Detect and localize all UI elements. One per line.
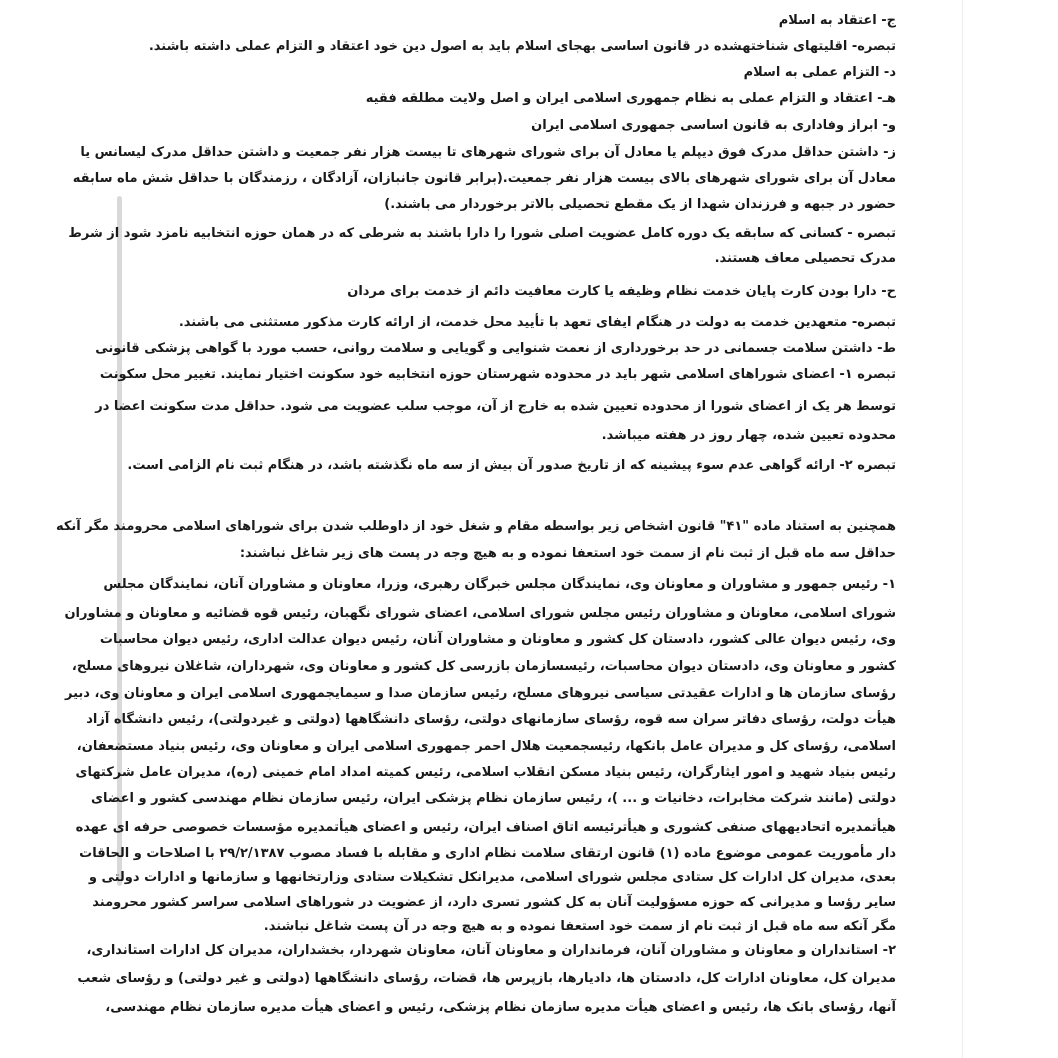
text-line: ط- داشتن سلامت جسمانی در حد برخورداری از نعمت شنوایی و گویایی و سلامت روانی، حسب مورد با گواهی پزشکی قانونی: [95, 341, 896, 356]
text-line: تبصره- متعهدین خدمت به دولت در هنگام ایفای تعهد با تأیید محل خدمت، از ارائه کارت مذکور مستثنی می باشند.: [178, 315, 896, 330]
text-line: دولتی (مانند شرکت مخابرات، دخانیات و ... )، رئیس سازمان نظام پزشکی ایران، رئیس سازمان نظام مهندسی کشور و اعضای: [91, 791, 896, 806]
text-line: تبصره - کسانی که سابقه یک دوره کامل عضویت اصلی شورا را دارا باشند به شرطی که در همان حوزه انتخابیه نامزد شود از شرط: [68, 226, 896, 241]
text-line: ح- دارا بودن کارت پایان خدمت نظام وظیفه یا کارت معافیت دائم از خدمت برای مردان: [347, 284, 896, 299]
text-line: ج- اعتقاد به اسلام: [778, 13, 896, 28]
text-line: سایر رؤسا و مدیرانی که حوزه مسؤولیت آنان به کل کشور تسری دارد، از عضویت در شوراهای اسلامی سراسر کشور محرومند: [92, 895, 896, 910]
text-line: تبصره ۱- اعضای شوراهای اسلامی شهر باید در محدوده شهرستان حوزه انتخابیه خود سکونت اختیار نمایند. تغییر محل سکونت: [99, 367, 896, 382]
text-line: شورای اسلامی، معاونان و مشاوران رئیس مجلس شورای اسلامی، اعضای شورای نگهبان، رئیس قوه قضائیه و معاونان و مشاوران: [64, 606, 896, 621]
text-line: همچنین به استناد ماده "۴۱" قانون اشخاص زیر بواسطه مقام و شغل خود از داوطلب شدن برای شوراهای اسلامی محرومند مگر آنکه: [55, 519, 896, 534]
text-line: ۱- رئیس جمهور و مشاوران و معاونان وی، نمایندگان مجلس خبرگان رهبری، وزرا، معاونان و مشاوران آنان، نمایندگان مجلس: [103, 577, 896, 592]
text-line: مدرک تحصیلی معاف هستند.: [714, 251, 896, 266]
text-line: تبصره ۲- ارائه گواهی عدم سوء پیشینه که از تاریخ صدور آن بیش از سه ماه نگذشته باشد، در هنگام ثبت نام الزامی است.: [127, 458, 896, 473]
text-line: مدیران کل، معاونان ادارات کل، دادستان ها، دادیارها، بازپرس ها، قضات، رؤسای دانشگاهها (دولتی و غیر دولتی) و رؤسای شعب: [77, 971, 896, 986]
text-line: وی، رئیس دیوان عالی کشور، دادستان کل کشور و معاونان و مشاوران آنان، رئیس دیوان عدالت اداری، رئیس دیوان محاسبات: [99, 632, 896, 647]
text-line: معادل آن برای شورای شهرهای بالای بیست هزار نفر جمعیت.(برابر قانون جانبازان، آزادگان ، رزمندگان با حداقل شش ماه سابقه: [72, 171, 896, 186]
text-line: هیأت دولت، رؤسای دفاتر سران سه قوه، رؤسای سازمانهای دولتی، رؤسای دانشگاهها (دولتی و غیردولتی)، رئیس دانشگاه آزاد: [86, 712, 896, 727]
text-line: ز- داشتن حداقل مدرک فوق دیپلم یا معادل آن برای شورای شهرهای تا بیست هزار نفر جمعیت و داشتن حداقل مدرک لیسانس یا: [80, 145, 896, 160]
text-line: مگر آنکه سه ماه قبل از ثبت نام از سمت خود استعفا نموده و به هیچ وجه در آن پست شاغل نباشند.: [263, 919, 896, 934]
text-line: آنها، رؤسای بانک ها، رئیس و اعضای هیأت مدیره سازمان نظام پزشکی، رئیس و اعضای هیأت مدیره سازمان نظام مهندسی،: [105, 1000, 896, 1015]
text-line: کشور و معاونان وی، دادستان دیوان محاسبات، رئیسسازمان بازرسی کل کشور و معاونان وی، شهرداران، شاغلان نیروهای مسلح،: [71, 659, 896, 674]
text-line: د- التزام عملی به اسلام: [743, 65, 896, 80]
text-line: و- ابراز وفاداری به قانون اساسی جمهوری اسلامی ایران: [531, 118, 896, 133]
text-line: حضور در جبهه و فرزندان شهدا از یک مقطع تحصیلی بالاتر برخوردار می باشند.): [384, 197, 896, 212]
text-line: رئیس بنیاد شهید و امور ایثارگران، رئیس بنیاد مسکن انقلاب اسلامی، رئیس کمیته امداد امام خمینی (ره)، مدیران عامل شرکتهای: [75, 765, 896, 780]
text-line: اسلامی، رؤسای کل و مدیران عامل بانکها، رئیسجمعیت هلال احمر جمهوری اسلامی ایران و معاونان وی، رئیس بنیاد مستضعفان،: [76, 739, 896, 754]
text-line: حداقل سه ماه قبل از ثبت نام از سمت خود استعفا نموده و به هیچ وجه در پست های زیر شاغل نباشند:: [239, 546, 896, 561]
text-line: رؤسای سازمان ها و ادارات عقیدتی سیاسی نیروهای مسلح، رئیس سازمان صدا و سیمایجمهوری اسلامی ایران و معاونان وی، دبیر: [65, 686, 896, 701]
text-line: ۲- استانداران و معاونان و مشاوران آنان، فرمانداران و معاونان آنان، معاونان شهردار، بخشداران، مدیران کل ادارات استانداری،: [86, 943, 896, 958]
text-line: بعدی، مدیران کل ادارات کل ستادی مجلس شورای اسلامی، مدیرانکل تشکیلات ستادی وزارتخانهها و سازمانها و ادارات دولتی و: [88, 870, 896, 885]
text-line: توسط هر یک از اعضای شورا از محدوده تعیین شده به خارج از آن، موجب سلب عضویت می شود. حداقل مدت سکونت اعضا در: [95, 399, 896, 414]
text-line: [176, 1028, 896, 1046]
text-line: تبصره- اقلیتهای شناختهشده در قانون اساسی بهجای اسلام باید به اصول دین خود اعتقاد و التزام عملی داشته باشند.: [148, 39, 896, 54]
text-line: محدوده تعیین شده، چهار روز در هفته میباشد.: [601, 428, 896, 443]
text-line: هـ- اعتقاد و التزام عملی به نظام جمهوری اسلامی ایران و اصل ولایت مطلقه فقیه: [365, 91, 896, 106]
text-line: دار مأموریت عمومی موضوع ماده (۱) قانون ارتقای سلامت نظام اداری و مقابله با فساد مصوب ۲۹/۲/۱۳۸۷ با اصلاحات و الحاقات: [79, 846, 896, 861]
text-line: هیأتمدیره اتحادیههای صنفی کشوری و هیأترئیسه اتاق اصناف ایران، رئیس و اعضای هیأتمدیره مؤسسات خصوصی حرفه ای عهده: [75, 820, 896, 835]
